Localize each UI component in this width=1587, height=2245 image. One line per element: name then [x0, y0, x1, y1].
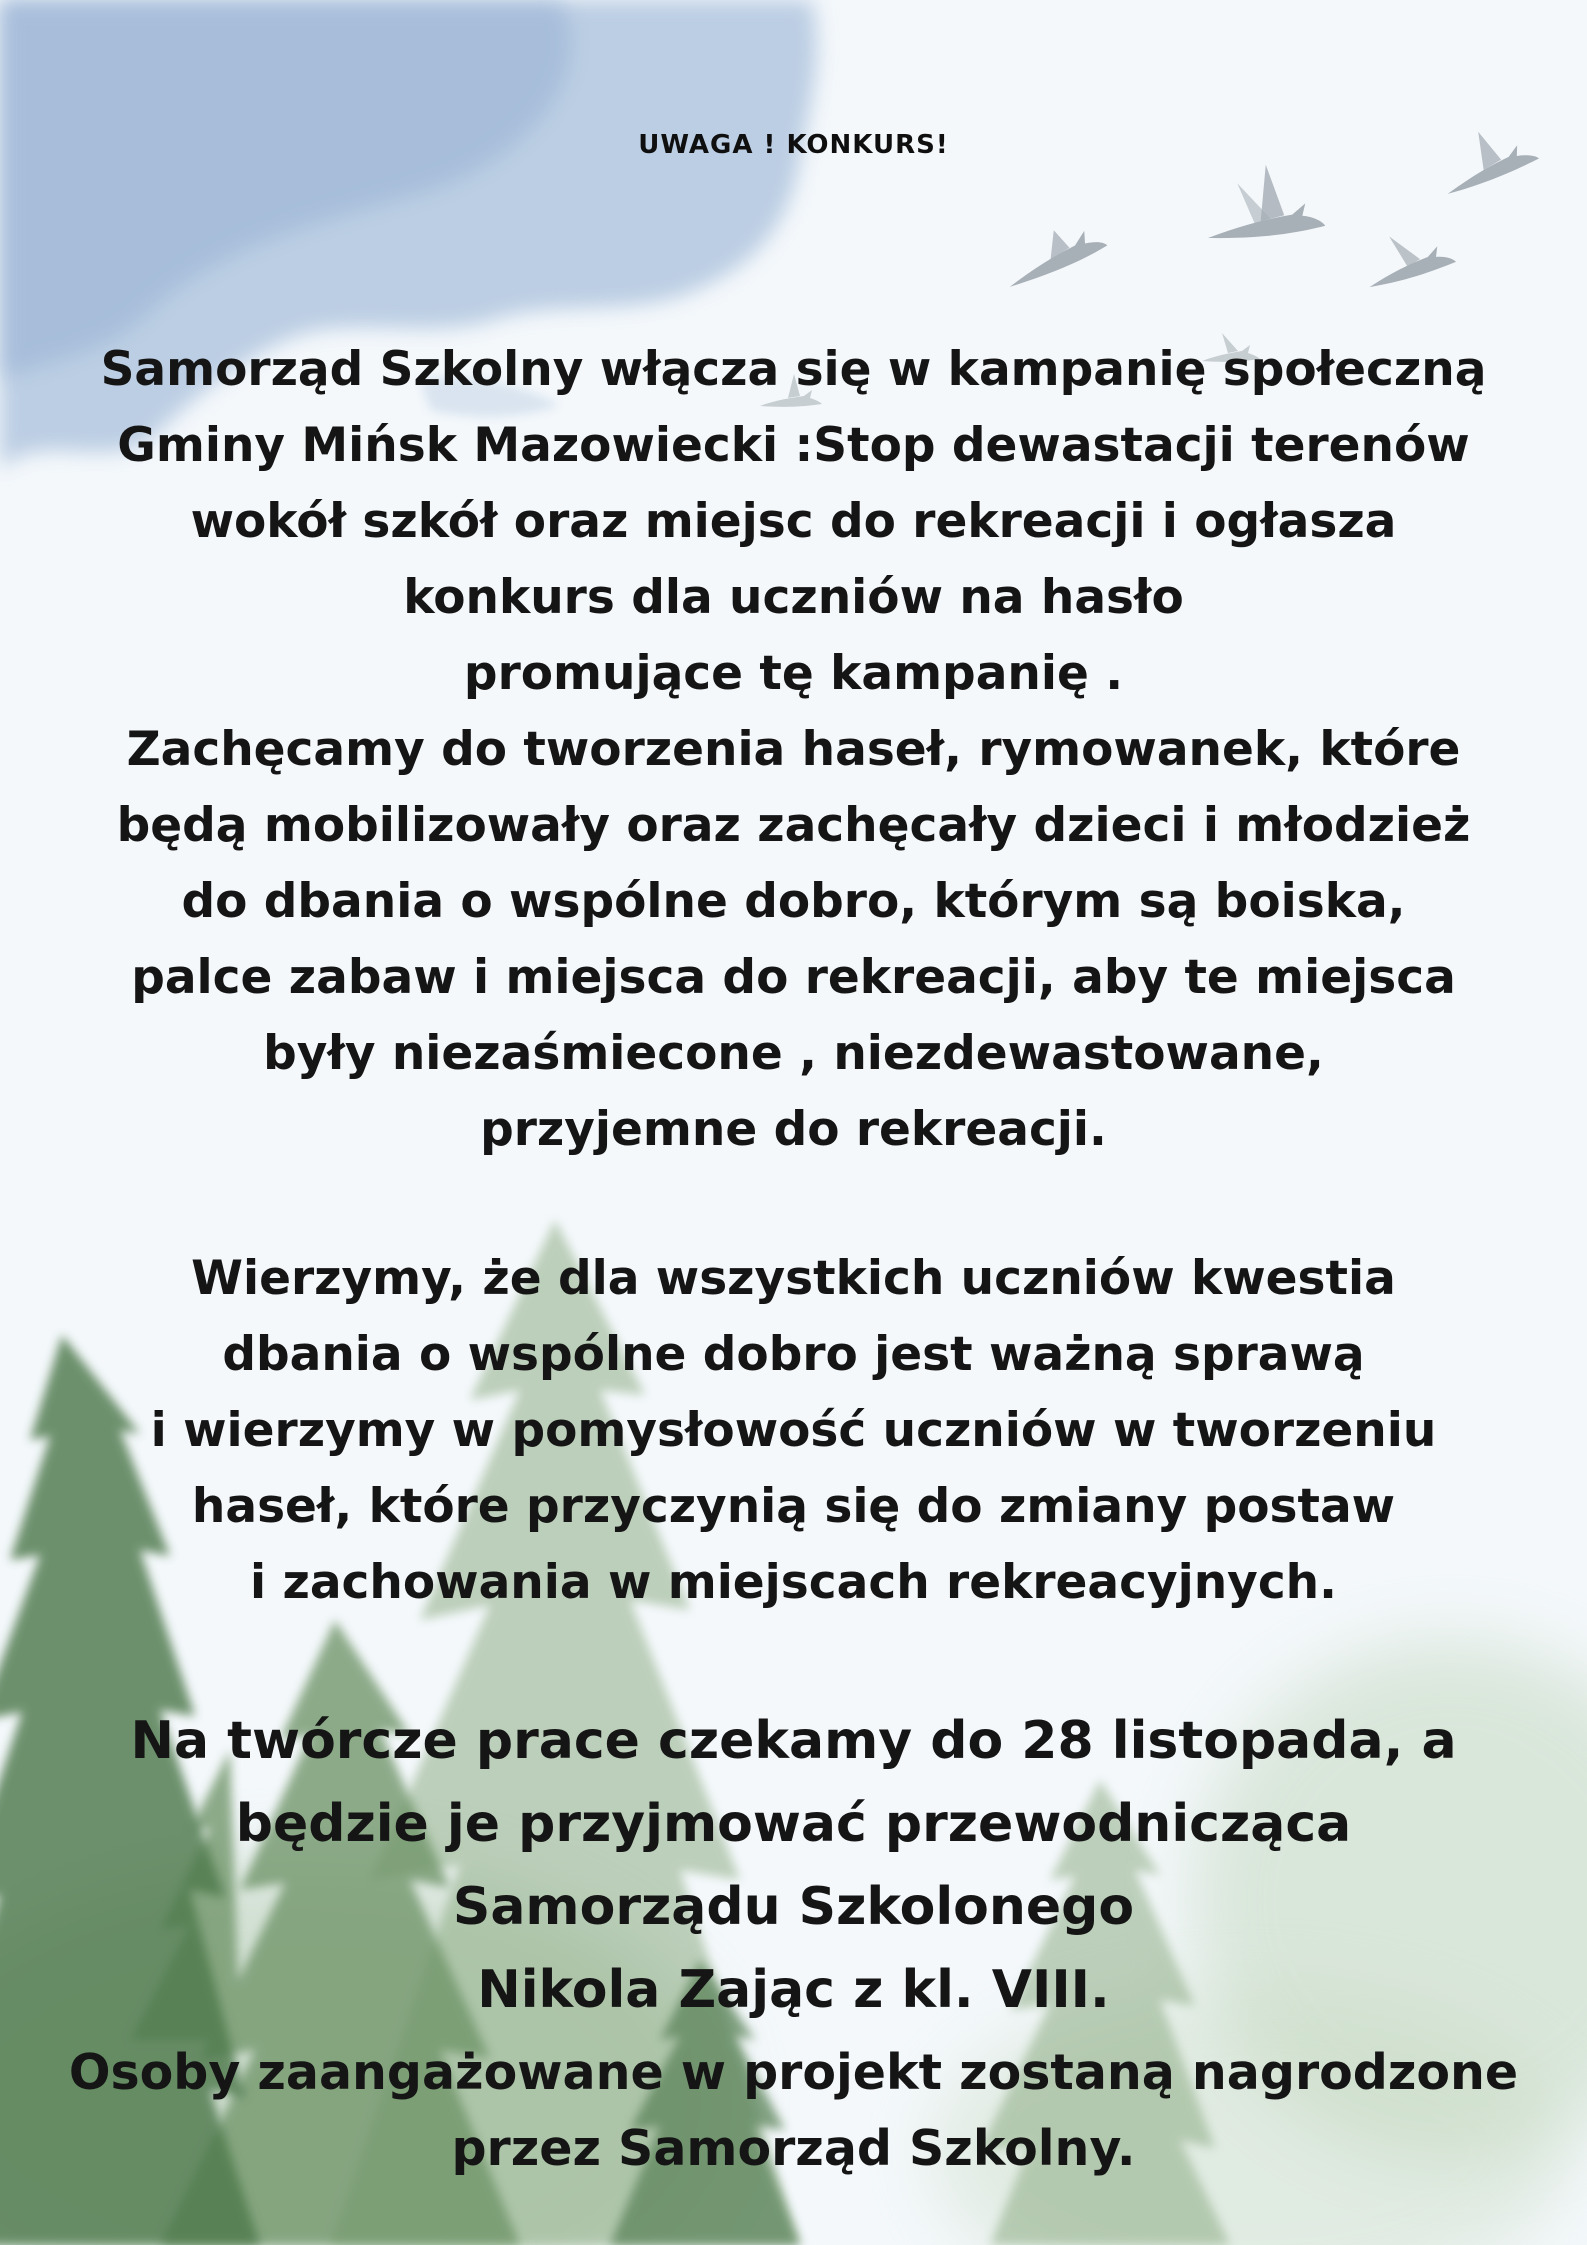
page-title: UWAGA ! KONKURS! [638, 130, 949, 160]
text-line: palce zabaw i miejsca do rekreacji, aby te miejsca [131, 950, 1456, 1005]
text-line: Nikola Zając z kl. VIII. [477, 1960, 1110, 2020]
text-line: Na twórcze prace czekamy do 28 listopada, a [130, 1711, 1457, 1771]
text-line: Gminy Mińsk Mazowiecki :Stop dewastacji terenów [117, 418, 1470, 473]
text-line: i zachowania w miejscach rekreacyjnych. [250, 1555, 1337, 1610]
text-line: promujące tę kampanię . [463, 646, 1124, 701]
text-line: przyjemne do rekreacji. [480, 1102, 1107, 1157]
text-line: Zachęcamy do tworzenia haseł, rymowanek, które [126, 722, 1461, 777]
text-line: przez Samorząd Szkolny. [451, 2120, 1136, 2177]
deadline-paragraph [60, 1700, 1527, 2032]
text-line: konkurs dla uczniów na hasło [403, 570, 1184, 625]
reward-paragraph [60, 2035, 1527, 2187]
belief-paragraph [60, 1241, 1527, 1621]
text-line: do dbania o wspólne dobro, którym są boiska, [181, 874, 1406, 929]
text-line: i wierzymy w pomysłowość uczniów w tworzeniu [150, 1403, 1437, 1458]
text-line: dbania o wspólne dobro jest ważną sprawą [222, 1327, 1365, 1382]
text-line: Samorząd Szkolny włącza się w kampanię społeczną [100, 342, 1487, 397]
intro-paragraph [60, 332, 1527, 1168]
text-line: będą mobilizowały oraz zachęcały dzieci i młodzież [116, 798, 1471, 853]
text-line: Osoby zaangażowane w projekt zostaną nagrodzone [68, 2044, 1519, 2101]
text-line: wokół szkół oraz miejsc do rekreacji i ogłasza [190, 494, 1397, 549]
text-line: haseł, które przyczynią się do zmiany postaw [191, 1479, 1396, 1534]
text-line: Samorządu Szkolonego [452, 1877, 1135, 1937]
text-line: były niezaśmiecone , niezdewastowane, [263, 1026, 1324, 1081]
text-line: Wierzymy, że dla wszystkich uczniów kwestia [191, 1251, 1396, 1306]
text-line: będzie je przyjmować przewodnicząca [235, 1794, 1352, 1854]
